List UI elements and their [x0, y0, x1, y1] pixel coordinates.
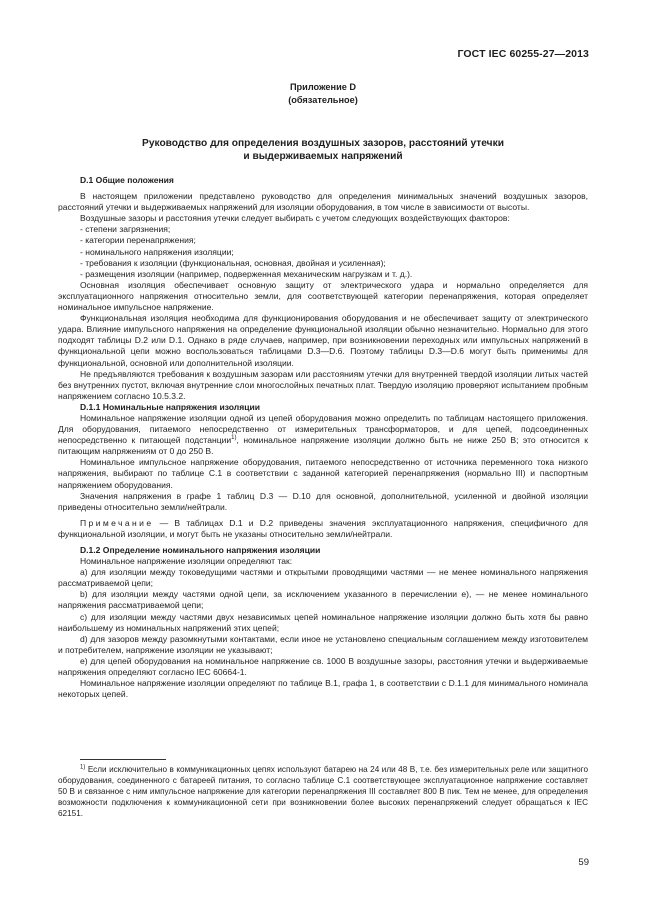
- paragraph: Воздушные зазоры и расстояния утечки следует выбирать с учетом следующих воздействующих факторов:: [80, 213, 510, 224]
- paragraph: Номинальное импульсное напряжение оборудования, питаемого непосредственно от источника переменного тока низкого напряжения, выбирают по таблице С.1 в соответствии с заданной категорией перенапряжения (нормально III) и паспортным напряжением оборудования.: [58, 457, 588, 490]
- list-item: a) для изоляции между токоведущими частями и открытыми проводящими частями — не менее номинального напряжения рассматриваемой цепи;: [58, 567, 588, 589]
- paragraph: Основная изоляция обеспечивает основную защиту от электрического удара и нормально определяется для эксплуатационного напряжения относительно земли, для соответствующей категории перенапряжения, которая определяет номинальное импульсное напряжение.: [58, 279, 588, 313]
- section-heading-d11: D.1.1 Номинальные напряжения изоляции: [80, 401, 260, 412]
- paragraph: Номинальное напряжение изоляции одной из цепей оборудования можно определить по таблицам настоящего приложения. Для оборудования, питаемого непосредственно от измерительных трансформаторов, и для цепей, подсоединенных непосредственно к питающей подстанции$^{1)}$, номинальное напряжение изоляции должно быть не ниже 250 В; это относится к питающим напряжениям от 0 до 250 В.: [58, 412, 589, 457]
- section-heading-d1: D.1 Общие положения: [80, 175, 174, 185]
- list-item: - номинального напряжения изоляции;: [80, 246, 234, 257]
- paragraph: Номинальное напряжение изоляции определяют по таблице В.1, графа 1, в соответствии с D.1.1 для минимального номинала некоторых цепей.: [58, 678, 588, 700]
- list-item: - степени загрязнения;: [80, 224, 171, 235]
- document-body: [58, 175, 588, 700]
- appendix-status: (обязательное): [288, 95, 358, 105]
- section-heading-d12: D.1.2 Определение номинального напряжения изоляции: [80, 545, 321, 555]
- paragraph: Функциональная изоляция необходима для функционирования оборудования и не обеспечивает защиту от электрического удара. Влияние импульсного напряжения на определение функциональной изоляции обычно незначительно. Нормально для этого подходят таблицы D.2 или D.1. Однако в ряде случаев, например, при возникновении переходных или импульсных напряжений в функциональной цепи можно воспользоваться таблицами D.3—D.6. Поэтому таблицы D.3—D.6 могут быть применимы для функциональной, основной или дополнительной изоляции.: [58, 313, 588, 368]
- note-label: Примечание: [80, 517, 154, 528]
- standard-header: ГОСТ IEC 60255-27—2013: [457, 48, 589, 60]
- list-item: d) для зазоров между разомкнутыми контактами, если иное не установлено специальным соглашением между изготовителем и потребителем, напряжение изоляции не указывают;: [58, 633, 588, 655]
- footnote-text: Если исключительно в коммуникационных цепях используют батарею на 24 или 48 В, т.е. без измерительных реле или защитного оборудования, соединенного с батареей питания, то согласно таблице С.1 соответствующее эксплуатационное напряжение составляет 50 В и связанное с ним импульсное напряжение для категории перенапряжения III составляет 800 В пик. Тем не менее, для определения возможности подключения к коммуникационной сети при возникновении более высоких перенапряжений следует обращаться к IEC 62151.: [58, 765, 588, 818]
- note: Примечание — В таблицах D.1 и D.2 приведены значения эксплуатационного напряжения, специфичного для функциональной изоляции, и могут быть не указаны относительно земли/нейтрали.: [58, 517, 588, 539]
- paragraph: Номинальное напряжение изоляции определяют так:: [80, 556, 293, 567]
- footnote-ref: 1): [231, 435, 237, 442]
- list-item: c) для изоляции между частями двух независимых цепей номинальное напряжение изоляции должно быть хотя бы равно наибольшему из номинальных напряжений этих цепей;: [58, 611, 588, 633]
- footnote-divider: [80, 759, 166, 760]
- list-item: - категории перенапряжения;: [80, 235, 196, 246]
- paragraph: В настоящем приложении представлено руководство для определения минимальных значений воздушных зазоров, расстояний утечки и выдерживаемых напряжений для изоляции оборудования, в том числе в зависимости от высоты.: [58, 191, 588, 213]
- list-item: - размещения изоляции (например, подверженная механическим нагрузкам и т. д.).: [80, 268, 413, 279]
- document-title-line-2: и выдерживаемых напряжений: [243, 151, 403, 162]
- document-title-line-1: Руководство для определения воздушных зазоров, расстояний утечки: [142, 138, 504, 149]
- list-item: e) для цепей оборудования на номинальное напряжение св. 1000 В воздушные зазоры, расстояния утечки и выдерживаемые напряжения определяют согласно IEC 60664-1.: [58, 655, 588, 678]
- list-item: - требования к изоляции (функциональная, основная, двойная и усиленная);: [80, 257, 386, 268]
- appendix-title: Приложение D: [289, 82, 357, 92]
- footnote-marker: 1): [80, 764, 86, 771]
- page-number: 59: [578, 857, 589, 868]
- footnote: [58, 764, 588, 819]
- paragraph: Не предъявляются требования к воздушным зазорам или расстояниям утечки для внутренней твердой изоляции литых частей без внутренних пустот, включая внутренние слои многослойных печатных плат. Твердую изоляцию проверяют испытанием пробным напряжением согласно 10.5.3.2.: [58, 368, 588, 401]
- list-item: b) для изоляции между частями одной цепи, за исключением указанного в перечислении e), — не менее номинального напряжения рассматриваемой цепи;: [58, 589, 588, 611]
- paragraph: Значения напряжения в графе 1 таблиц D.3 — D.10 для основной, дополнительной, усиленной и двойной изоляции приведены относительно земли/нейтрали.: [58, 490, 588, 512]
